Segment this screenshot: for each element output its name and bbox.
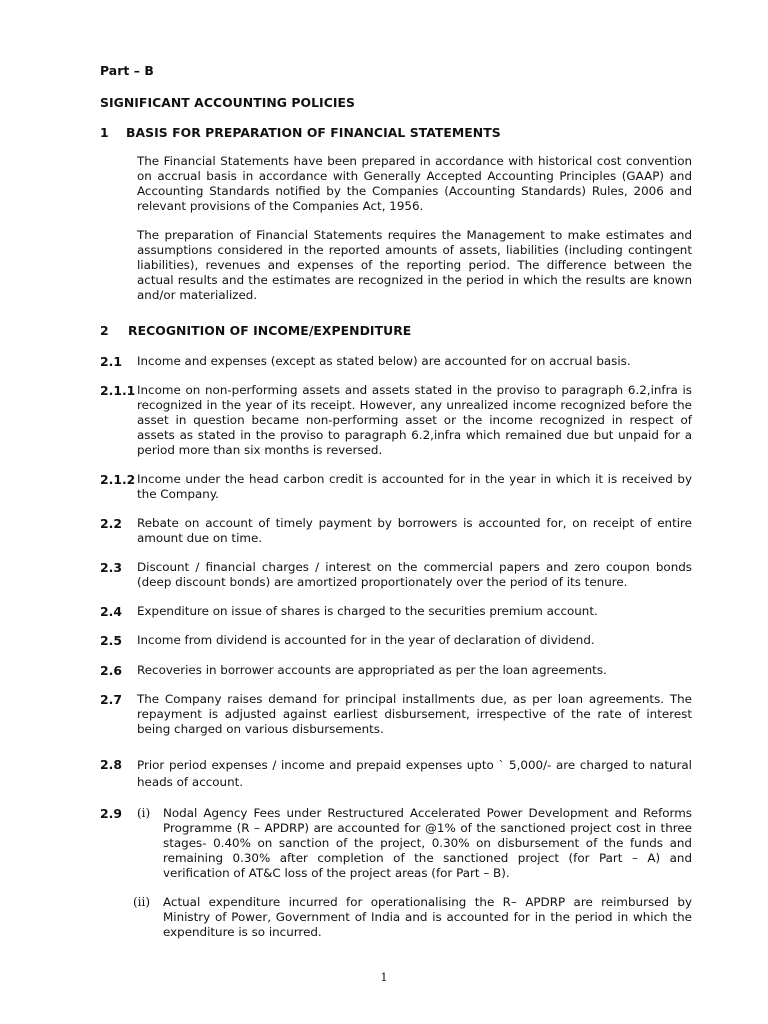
section-2-number: 2 bbox=[100, 323, 109, 338]
document-title: SIGNIFICANT ACCOUNTING POLICIES bbox=[100, 95, 355, 110]
item-number: 2.5 bbox=[100, 633, 122, 648]
part-label: Part – B bbox=[100, 63, 154, 78]
item-text: Recoveries in borrower accounts are appropriated as per the loan agreements. bbox=[137, 663, 607, 677]
item-text: Income under the head carbon credit is accounted for in the year in which it is received by the Company. bbox=[137, 472, 692, 501]
sub-item-label: (i) bbox=[137, 806, 151, 820]
item-text: Discount / financial charges / interest on the commercial papers and zero coupon bonds (deep discount bonds) are amortized proportionately over the period of its tenure. bbox=[137, 560, 692, 589]
section-2-heading: RECOGNITION OF INCOME/EXPENDITURE bbox=[128, 323, 412, 338]
section-1-paragraph-1: The Financial Statements have been prepared in accordance with historical cost convention on accrual basis in accordance with Generally Accepted Accounting Principles (GAAP) and Accounting Standards notified by the Companies (Accounting Standards) Rules, 2006 and relevant provisions of the Companies Act, 1956. bbox=[137, 154, 692, 213]
item-text: Prior period expenses / income and prepaid expenses upto ` 5,000/- are charged to natural heads of account. bbox=[137, 758, 692, 789]
section-1-number: 1 bbox=[100, 125, 109, 140]
item-text: Income from dividend is accounted for in the year of declaration of dividend. bbox=[137, 633, 595, 647]
sub-item-label: (ii) bbox=[133, 895, 151, 909]
sub-item-text: Actual expenditure incurred for operationalising the R– APDRP are reimbursed by Ministry of Power, Government of India and is accounted for in the period in which the expenditure is so incurred. bbox=[163, 895, 692, 939]
item-number: 2.9 bbox=[100, 806, 122, 821]
item-number: 2.1.1 bbox=[100, 383, 136, 398]
item-number: 2.2 bbox=[100, 516, 122, 531]
item-number: 2.1.2 bbox=[100, 472, 136, 487]
item-text: Rebate on account of timely payment by borrowers is accounted for, on receipt of entire amount due on time. bbox=[137, 516, 692, 545]
section-1-paragraph-2: The preparation of Financial Statements requires the Management to make estimates and assumptions considered in the reported amounts of assets, liabilities (including contingent liabilities), revenues and expenses of the reporting period. The difference between the actual results and the estimates are recognized in the period in which the results are known and/or materialized. bbox=[137, 228, 692, 302]
item-number: 2.1 bbox=[100, 354, 122, 369]
item-number: 2.7 bbox=[100, 692, 122, 707]
item-number: 2.6 bbox=[100, 663, 122, 678]
item-text: Income on non-performing assets and assets stated in the proviso to paragraph 6.2,infra is recognized in the year of its receipt. However, any unrealized income recognized before the asset in question became non-performing asset or the income recognized in respect of assets as stated in the proviso to paragraph 6.2,infra which remained due but unpaid for a period more than six months is reversed. bbox=[137, 383, 692, 457]
item-number: 2.4 bbox=[100, 604, 122, 619]
page-number: 1 bbox=[380, 971, 388, 984]
section-1-heading: BASIS FOR PREPARATION OF FINANCIAL STATEMENTS bbox=[126, 125, 501, 140]
sub-item-text: Nodal Agency Fees under Restructured Accelerated Power Development and Reforms Programme (R – APDRP) are accounted for @1% of the sanctioned project cost in three stages- 0.40% on sanction of the project, 0.30% on disbursement of the funds and remaining 0.30% after completion of the sanctioned project (for Part – A) and verification of AT&C loss of the project areas (for Part – B). bbox=[163, 806, 692, 880]
item-text: Expenditure on issue of shares is charged to the securities premium account. bbox=[137, 604, 598, 618]
item-text: The Company raises demand for principal installments due, as per loan agreements. The repayment is adjusted against earliest disbursement, irrespective of the rate of interest being charged on various disbursements. bbox=[137, 692, 692, 736]
item-number: 2.3 bbox=[100, 560, 122, 575]
item-text: Income and expenses (except as stated below) are accounted for on accrual basis. bbox=[137, 354, 631, 368]
item-number: 2.8 bbox=[100, 757, 122, 772]
